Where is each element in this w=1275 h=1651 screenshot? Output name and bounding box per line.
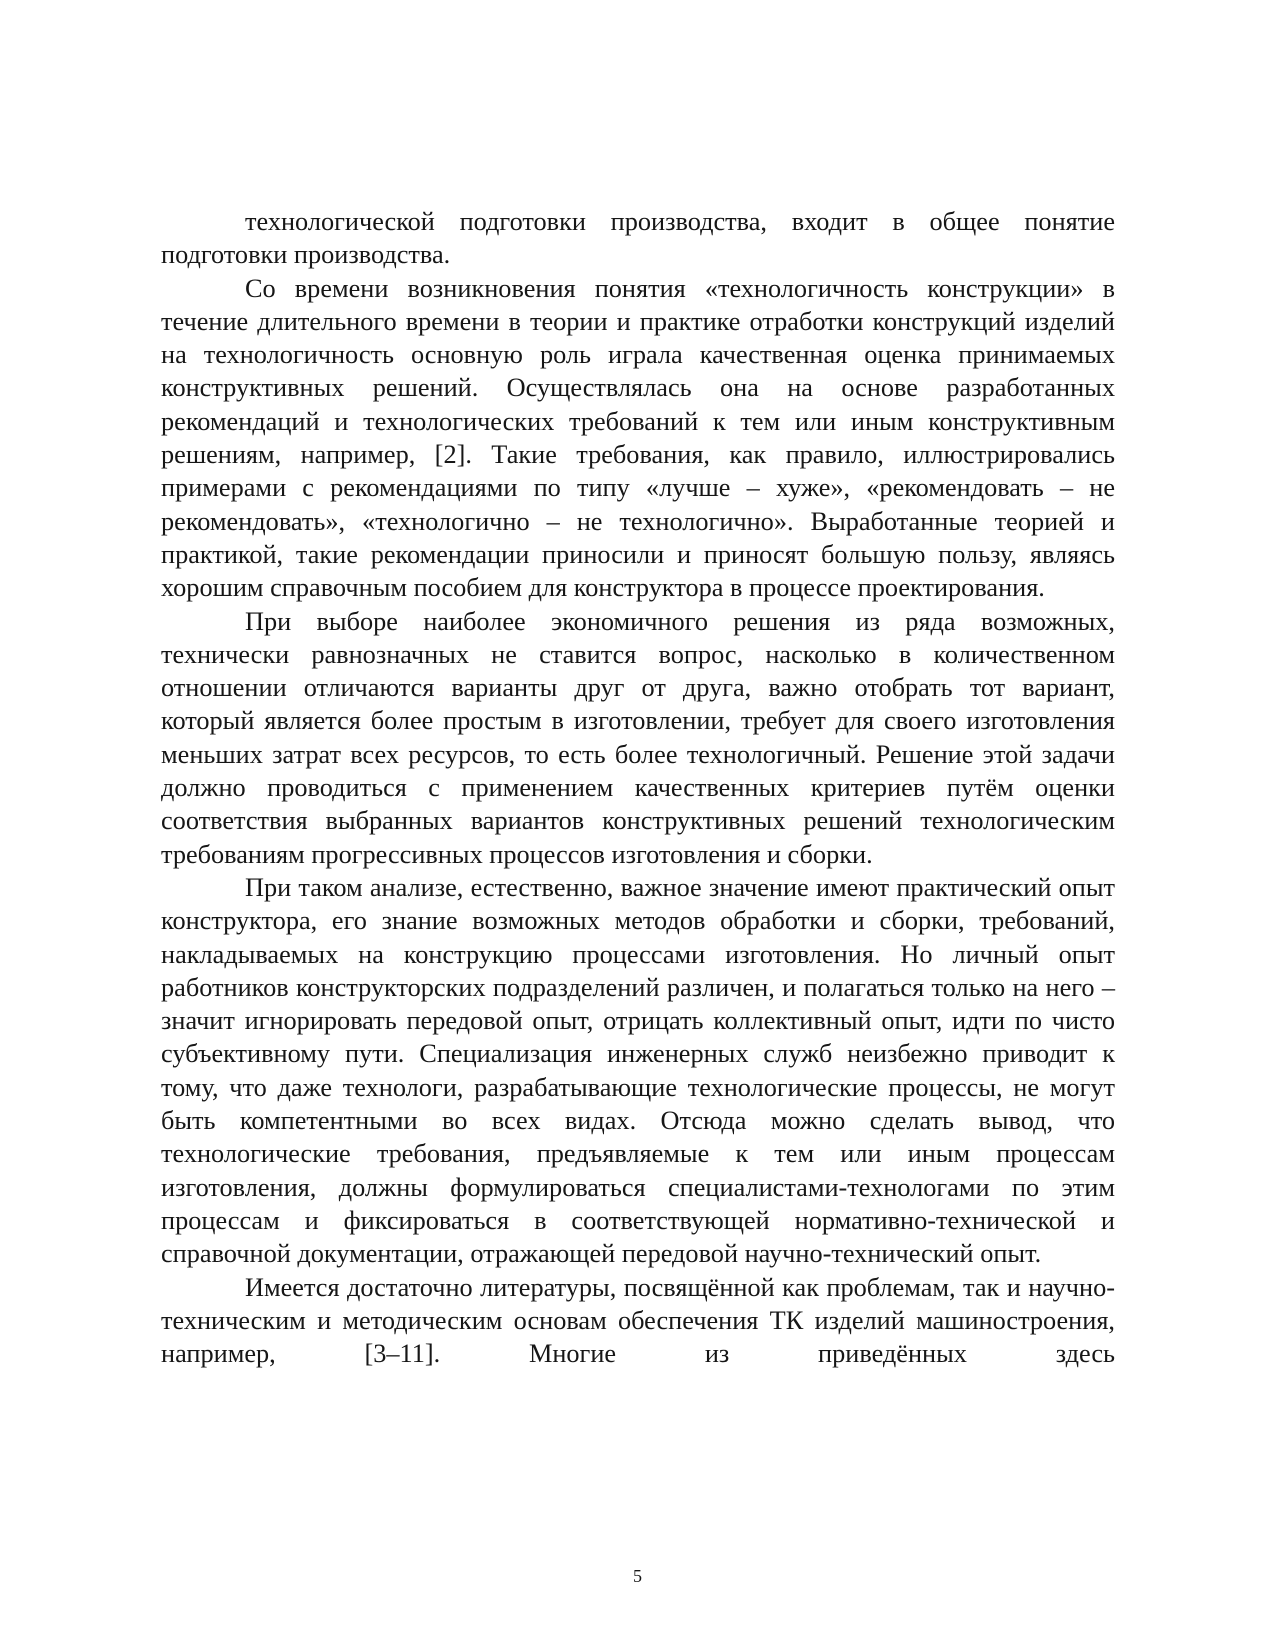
- page-number: 5: [633, 1566, 642, 1586]
- paragraph-manufacturability-history: Со времени возникновения понятия «технологичность конструкции» в течение длительного времени в теории и практике отработки конструкций изделий на технологичность основную роль играла качественная оценка принимаемых конструктивных решений. Осуществлялась она на основе разработанных рекомендаций и технологических требований к тем или иным конструктивным решениям, например, [2]. Такие требования, как правило, иллюстрировались примерами с рекомендациями по типу «лучше – хуже», «рекомендовать – не рекомендовать», «технологично – не технологично». Выработанные теорией и практикой, такие рекомендации приносили и приносят большую пользу, являясь хорошим справочным пособием для конструктора в процессе проектирования.: [161, 273, 1115, 603]
- paragraph-continuation: технологической подготовки производства, входит в общее понятие подготовки производства.: [161, 207, 1115, 270]
- paragraph-analysis-experience: При таком анализе, естественно, важное значение имеют практический опыт конструктора, его знание возможных методов обработки и сборки, требований, накладываемых на конструкцию процессами изготовления. Но личный опыт работников конструкторских подразделений различен, и полагаться только на него – значит игнорировать передовой опыт, отрицать коллективный опыт, идти по чисто субъективному пути. Специализация инженерных служб неизбежно приводит к тому, что даже технологи, разрабатывающие технологические процессы, не могут быть компетентными во всех видах. Отсюда можно сделать вывод, что технологические требования, предъявляемые к тем или иным процессам изготовления, должны формулироваться специалистами-технологами по этим процессам и фиксироваться в соответствующей нормативно-технической и справочной документации, отражающей передовой научно-технический опыт.: [161, 872, 1115, 1269]
- paragraph-literature: Имеется достаточно литературы, посвящённой как проблемам, так и научно-техническим и методическим основам обеспечения ТК изделий машиностроения, например, [3–11]. Многие из приведённых здесь: [161, 1272, 1115, 1369]
- paragraph-economic-solution: При выборе наиболее экономичного решения из ряда возможных, технически равнозначных не ставится вопрос, насколько в количественном отношении отличаются варианты друг от друга, важно отобрать тот вариант, который является более простым в изготовлении, требует для своего изготовления меньших затрат всех ресурсов, то есть более технологичный. Решение этой задачи должно проводиться с применением качественных критериев путём оценки соответствия выбранных вариантов конструктивных решений технологическим требованиям прогрессивных процессов изготовления и сборки.: [161, 606, 1115, 869]
- body-text: [161, 205, 1115, 1370]
